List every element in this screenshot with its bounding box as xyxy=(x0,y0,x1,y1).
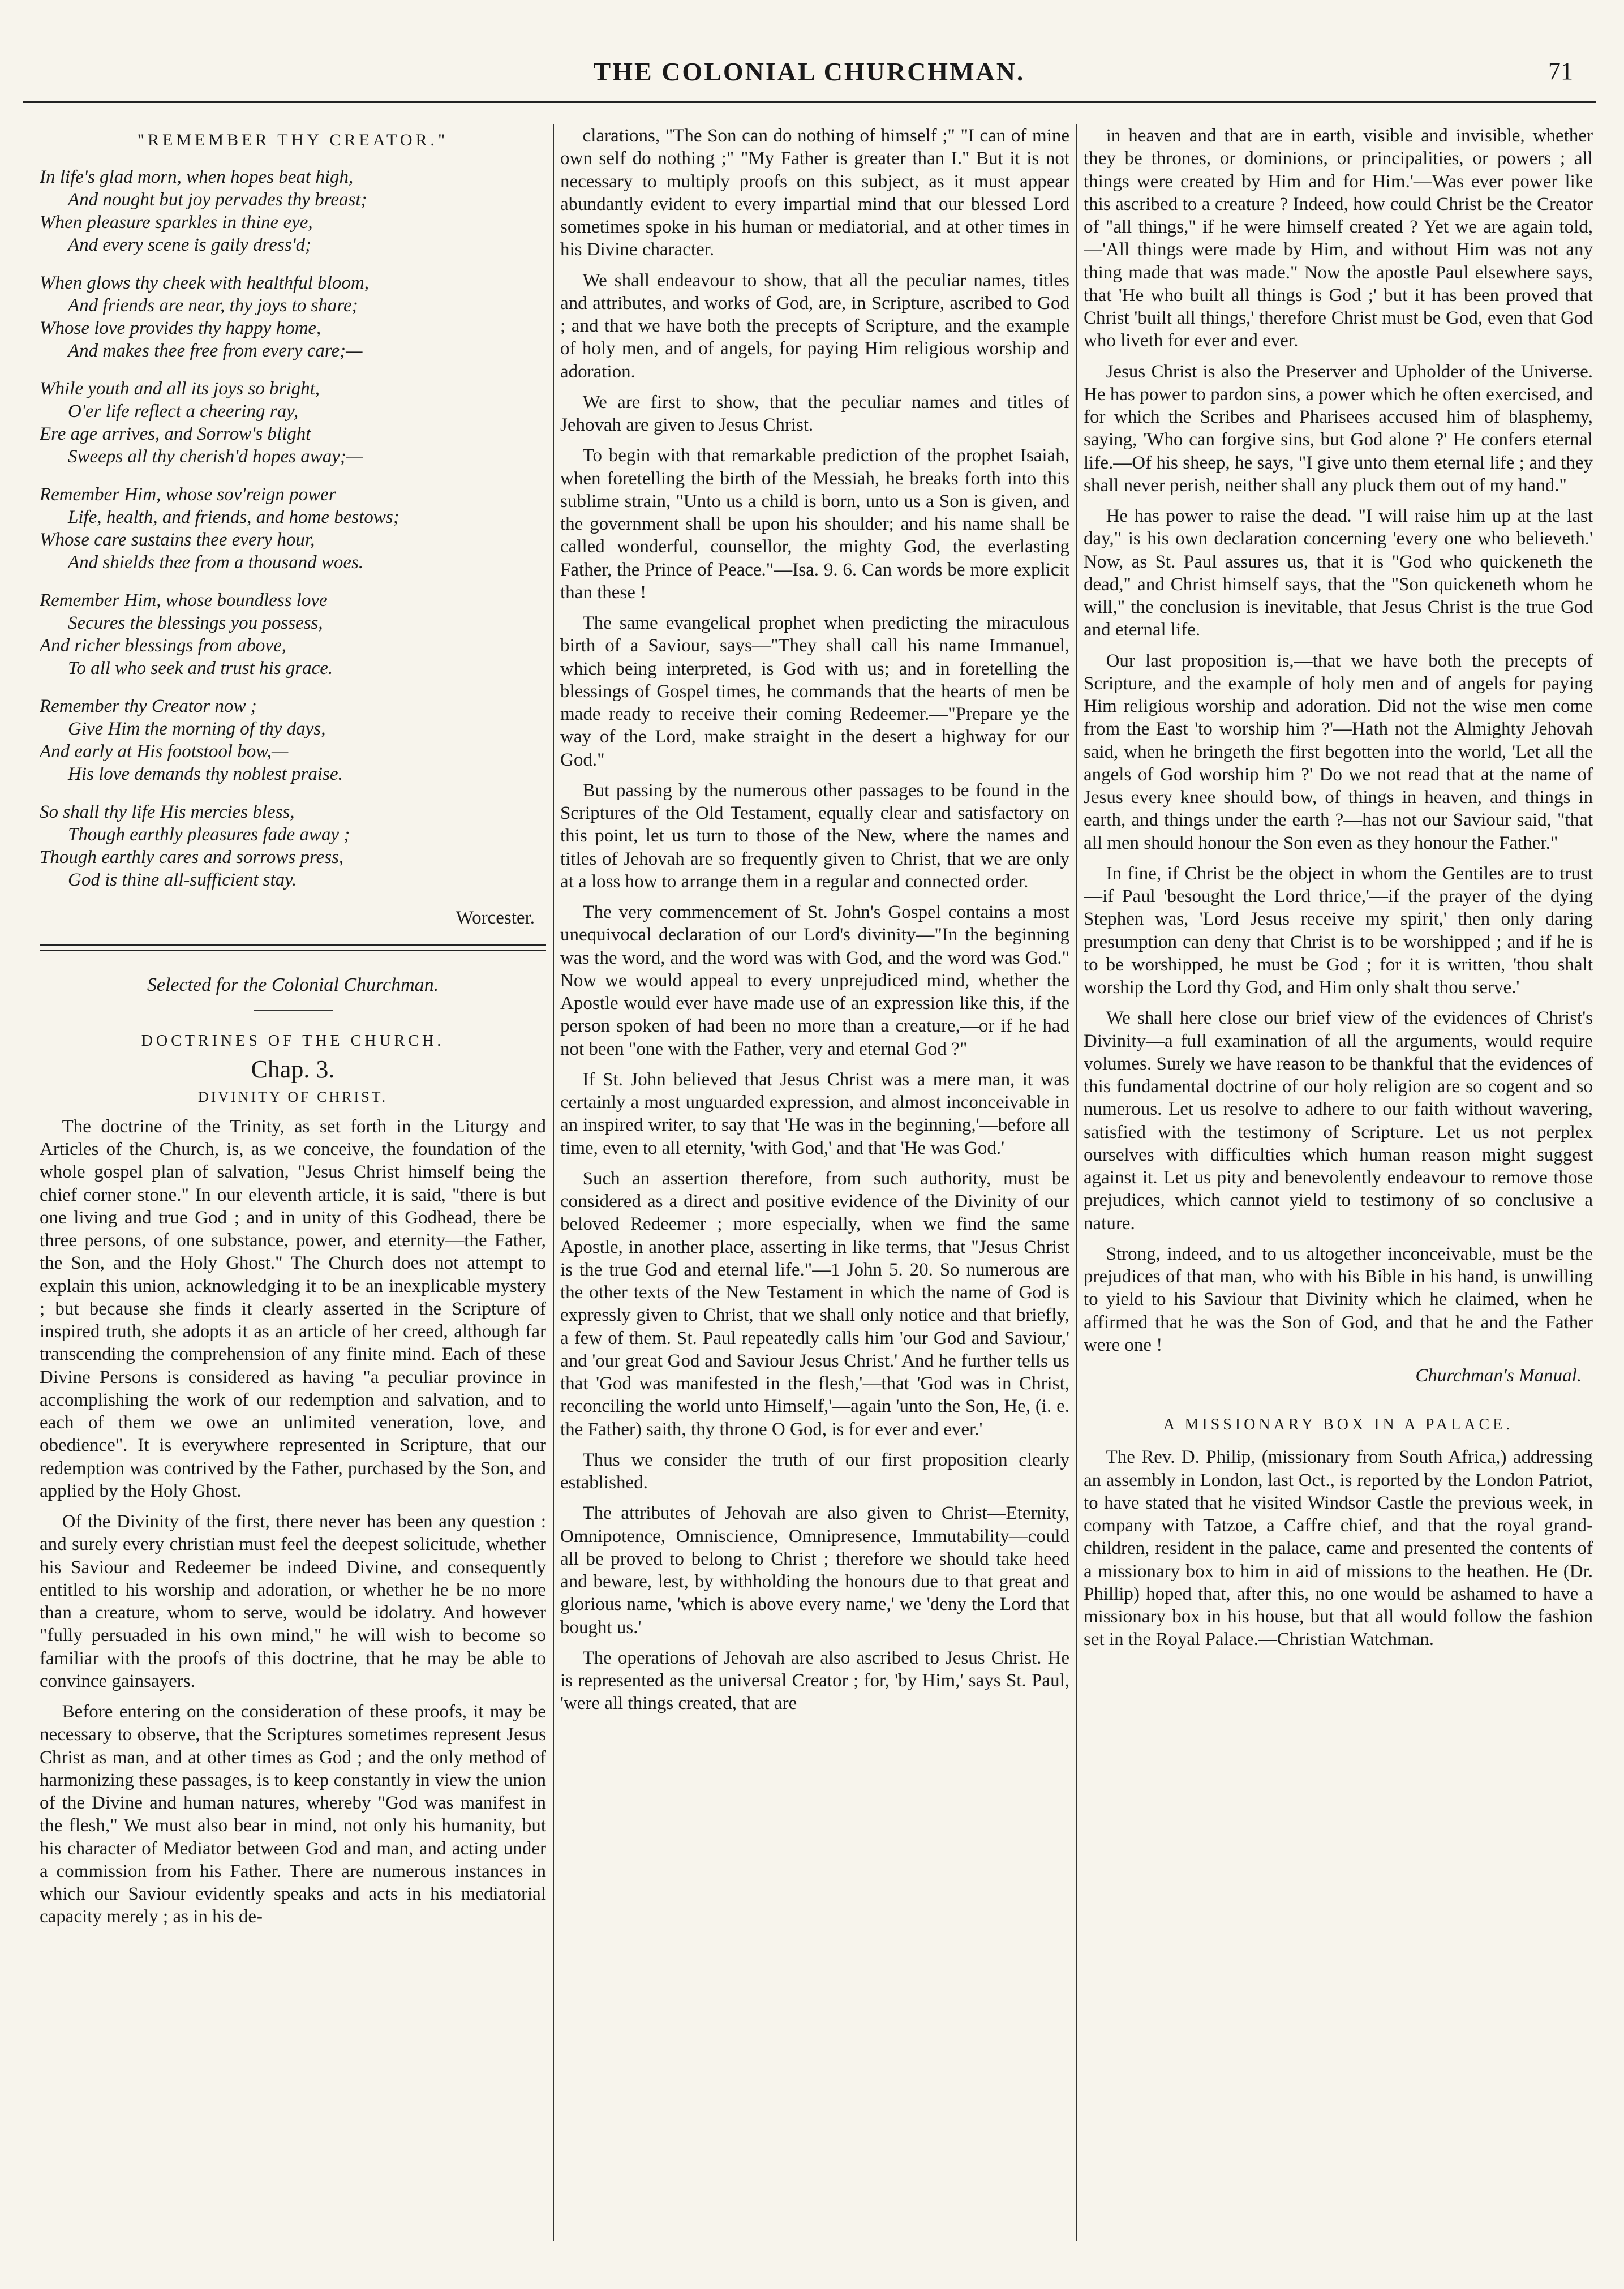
header-rule xyxy=(23,101,1596,103)
poem-title: "REMEMBER THY CREATOR." xyxy=(137,131,449,149)
poem-stanzas xyxy=(40,166,546,892)
column-2-body xyxy=(560,124,1069,1715)
column-1-body xyxy=(40,1115,546,1929)
article-paragraph: The same evangelical prophet when predicting the miraculous birth of a Saviour, says—"They shall call his name Immanuel, which being interpreted, is God with us; and in foretelling the blessings of Gospel times, he commands that the hearts of men be made ready to receive their coming Redeemer.—"Prepare ye the way of the Lord, make straight in the desert a highway for our God." xyxy=(560,613,1069,770)
poem-line: Remember thy Creator now ; xyxy=(40,695,257,716)
column-divider-1 xyxy=(553,124,554,2241)
poem-line: Ere age arrives, and Sorrow's blight xyxy=(40,424,311,445)
page-header xyxy=(23,57,1596,108)
article-paragraph: We are first to show, that the peculiar names and titles of Jehovah are given to Jesus Christ. xyxy=(560,392,1069,435)
article-paragraph: Jesus Christ is also the Preserver and Upholder of the Universe. He has power to pardon sins, a power which he often exercised, and for which the Scribes and Pharisees accused him of blasphemy, saying, 'Who can forgive sins, but God alone ?' He confers eternal life.—Of his sheep, he says, "I give unto them eternal life ; and they shall never perish, neither shall any pluck them out of my hand." xyxy=(1084,361,1593,496)
column-divider-2 xyxy=(1076,124,1077,2241)
poem-line: Secures the blessings you possess, xyxy=(68,612,323,633)
article-paragraph: The operations of Jehovah are also ascribed to Jesus Christ. He is represented as the universal Creator ; for, 'by Him,' says St. Paul, 'were all things created, that are xyxy=(560,1647,1069,1714)
missionary-paragraph: The Rev. D. Philip, (missionary from South Africa,) addressing an assembly in London, last Oct., is reported by the London Patriot, to have stated that he visited Windsor Castle the previous week, in company with Tatzoe, a Caffre chief, and that the royal grand-children, resident in the palace, came and presented the contents of a missionary box to him in aid of missions to the heathen. He (Dr. Phillip) hoped that, after this, no one would be ashamed to have a missionary box in his house, but that all would follow the fashion set in the Royal Palace.—Christian Watchman. xyxy=(1084,1447,1593,1650)
poem-line: To all who seek and trust his grace. xyxy=(68,658,333,679)
article-paragraph: Of the Divinity of the first, there never has been any question : and surely every christian must feel the deepest solicitude, whether his Saviour and Redeemer be indeed Divine, and consequently entitled to his worship and adoration, or whether he be no more than a creature, whom to serve, would be idolatry. And however "fully persuaded in his own mind," he will wish to become so familiar with the proofs of this doctrine, that he may be able to convince gainsayers. xyxy=(40,1511,546,1691)
poem-line: When glows thy cheek with healthful bloom, xyxy=(40,272,369,293)
column-3 xyxy=(1084,124,1593,2252)
poem-line: And friends are near, thy joys to share; xyxy=(68,295,358,316)
column-1 xyxy=(40,124,546,2252)
article-paragraph: To begin with that remarkable prediction of the prophet Isaiah, when foretelling the birth of the Messiah, he breaks forth into this sublime strain, "Unto us a child is born, unto us a Son is given, and the government shall be upon his shoulder; and his name shall be called wonderful, counsellor, the mighty God, the everlasting Father, the Prince of Peace."—Isa. 9. 6. Can words be more explicit than these ! xyxy=(560,445,1069,603)
poem-line: And shields thee from a thousand woes. xyxy=(68,552,364,573)
section-divider xyxy=(40,944,546,951)
poem-line: And every scene is gaily dress'd; xyxy=(68,235,312,256)
article-paragraph: clarations, "The Son can do nothing of himself ;" "I can of mine own self do nothing ;" "My Father is greater than I." But it is not necessary to multiply proofs on this subject, as it must appear abundantly evident to every impartial mind that our blessed Lord sometimes spoke in his human or mediatorial, and at other times in his Divine character. xyxy=(560,126,1069,260)
poem-line: And nought but joy pervades thy breast; xyxy=(68,189,367,210)
poem-line: God is thine all-sufficient stay. xyxy=(68,870,297,891)
section-heading: DOCTRINES OF THE CHURCH. xyxy=(141,1032,445,1050)
poem-line: So shall thy life His mercies bless, xyxy=(40,801,295,822)
article-paragraph: If St. John believed that Jesus Christ was a mere man, it was certainly a most unguarded expression, and almost inconceivable in an inspired writer, to say that 'He was in the beginning,'—before all time, even to all eternity, 'with God,' and that 'He was God.' xyxy=(560,1069,1069,1158)
article-paragraph: in heaven and that are in earth, visible and invisible, whether they be thrones, or dominions, or principalities, or powers ; all things were created by Him and for Him.'—Was ever power like this ascribed to a creature ? Indeed, how could Christ be the Creator of "all things," if he were himself created ? Yet we are again told,—'All things were made by Him, and without Him was not any thing made that was made." Now the apostle Paul elsewhere says, that 'He who built all things is God ;' but it has been proved that Christ 'built all things,' therefore Christ must be God, even that God who liveth for ever and ever. xyxy=(1084,126,1593,351)
poem-stanza xyxy=(40,377,546,469)
poem-stanza xyxy=(40,483,546,574)
newspaper-title: THE COLONIAL CHURCHMAN. xyxy=(593,57,1025,86)
poem-stanza xyxy=(40,589,546,680)
poem-stanza xyxy=(40,801,546,892)
poem-line: When pleasure sparkles in thine eye, xyxy=(40,212,313,233)
poem-line: Remember Him, whose sov'reign power xyxy=(40,484,336,505)
poem-line: Sweeps all thy cherish'd hopes away;— xyxy=(68,446,363,467)
poem-stanza xyxy=(40,695,546,786)
poem-line: His love demands thy noblest praise. xyxy=(68,764,343,785)
poem-line: Life, health, and friends, and home bestows; xyxy=(68,506,399,527)
article-credit: Churchman's Manual. xyxy=(1415,1365,1582,1386)
article-subtitle: DIVINITY OF CHRIST. xyxy=(197,1089,388,1106)
article-paragraph: He has power to raise the dead. "I will raise him up at the last day," is his own declaration concerning 'every one who believeth.' Now, as St. Paul assures us, that it is "God who quickeneth the dead," and Christ himself says, that the "Son quickeneth whom he will," the conclusion is inevitable, that Jesus Christ is the true God and eternal life. xyxy=(1084,506,1593,641)
selected-note: Selected for the Colonial Churchman. xyxy=(147,974,439,995)
chapter-heading: Chap. 3. xyxy=(251,1055,335,1084)
newspaper-page xyxy=(23,23,1596,2264)
article-paragraph: Our last proposition is,—that we have both the precepts of Scripture, and the example of holy men and of angels for paying Him religious worship and adoration. Did not the wise men come from the East 'to worship him ?'—Hath not the Almighty Jehovah said, when he bringeth the first begotten into the world, 'Let all the angels of God worship him ?' Do we not read that at the name of Jesus every knee should bow, of things in heaven, and things in earth, and things under the earth ?—has not our Saviour said, "that all men should honour the Son even as they honour the Father." xyxy=(1084,650,1593,853)
poem-author: Worcester. xyxy=(456,907,535,928)
poem-line: In life's glad morn, when hopes beat high, xyxy=(40,166,354,187)
poem-line: Though earthly pleasures fade away ; xyxy=(68,824,350,845)
poem-line: Whose love provides thy happy home, xyxy=(40,318,321,339)
article-paragraph: Strong, indeed, and to us altogether inconceivable, must be the prejudices of that man, who with his Bible in his hand, is unwilling to yield to his Saviour that Divinity which he claimed, when he affirmed that he was the Son of God, and that he and the Father were one ! xyxy=(1084,1243,1593,1355)
article-paragraph: Such an assertion therefore, from such authority, must be considered as a direct and positive evidence of the Divinity of our beloved Redeemer ; more especially, when we find the same Apostle, in another place, asserting in like terms, that "Jesus Christ is the true God and eternal life."—1 John 5. 20. So numerous are the other texts of the New Testament in which the name of God is expressly given to Christ, that we shall only notice and that briefly, a few of them. St. Paul repeatedly calls him 'our God and Saviour,' and 'our great God and Saviour Jesus Christ.' And he further tells us that 'God was manifested in the flesh,'—that 'God was in Christ, reconciling the world unto Himself,'—again 'unto the Son, He, (i. e. the Father) saith, thy throne O God, is for ever and ever.' xyxy=(560,1168,1069,1440)
poem-stanza xyxy=(40,166,546,257)
article-paragraph: In fine, if Christ be the object in whom the Gentiles are to trust—if Paul 'besought the Lord thrice,'—if the prayer of the dying Stephen was, 'Lord Jesus receive my spirit,' then only daring presumption can deny that Christ is to be worshipped ; and if he is to be worshipped, he must be God ; for it is written, 'thou shalt worship the Lord thy God, and Him only shalt thou serve.' xyxy=(1084,863,1593,998)
column-3-body xyxy=(1084,124,1593,1356)
poem-line: And makes thee free from every care;— xyxy=(68,341,363,362)
poem-line: While youth and all its joys so bright, xyxy=(40,378,320,399)
article-paragraph: We shall endeavour to show, that all the peculiar names, titles and attributes, and works of God, are, in Scripture, ascribed to God ; and that we have both the precepts of Scripture, and the example of holy men, and of angels, for paying Him religious worship and adoration. xyxy=(560,270,1069,382)
poem-line: O'er life reflect a cheering ray, xyxy=(68,401,299,422)
poem-line: Though earthly cares and sorrows press, xyxy=(40,847,344,868)
poem-stanza xyxy=(40,272,546,363)
article-paragraph: But passing by the numerous other passages to be found in the Scriptures of the Old Testament, equally clear and satisfactory on this point, let us turn to those of the New, where the names and titles of Jehovah are so frequently given to Christ, that we are only at a loss how to arrange them in a regular and connected order. xyxy=(560,780,1069,892)
page-number: 71 xyxy=(1548,57,1573,85)
poem-line: Whose care sustains thee every hour, xyxy=(40,530,315,551)
article-paragraph: The attributes of Jehovah are also given to Christ—Eternity, Omnipotence, Omniscience, Omnipresence, Immutability—could all be proved to belong to Christ ; therefore we should take heed and beware, lest, by withholding the honours due to that great and glorious name, 'which is above every name,' we 'deny the Lord that bought us.' xyxy=(560,1503,1069,1638)
poem-line: Give Him the morning of thy days, xyxy=(68,718,326,739)
missionary-heading: A MISSIONARY BOX IN A PALACE. xyxy=(1163,1416,1514,1434)
article-paragraph: Before entering on the consideration of these proofs, it may be necessary to observe, that the Scriptures sometimes represent Jesus Christ as man, and at other times as God ; and the only method of harmonizing these passages, is to keep constantly in view the union of the Divine and human natures, whereby "God was manifest in the flesh," We must also bear in mind, not only his humanity, but his character of Mediator between God and man, and acting under a commission from his Father. There are numerous instances in which our Saviour evidently speaks and acts in his mediatorial capacity merely ; as in his de- xyxy=(40,1702,546,1927)
column-2 xyxy=(560,124,1069,2252)
poem-line: And richer blessings from above, xyxy=(40,635,286,656)
article-paragraph: The doctrine of the Trinity, as set forth in the Liturgy and Articles of the Church, is, as we conceive, the foundation of the whole gospel plan of salvation, "Jesus Christ himself being the chief corner stone." In our eleventh article, it is said, "there is but one living and true God ; and in unity of this Godhead, there be three persons, of one substance, power, and eternity—the Father, the Son, and the Holy Ghost." The Church does not attempt to explain this union, acknowledging it to be an inexplicable mystery ; but because she finds it clearly asserted in the Scripture of inspired truth, she adopts it as an article of her creed, although far transcending the comprehension of any finite mind. Each of these Divine Persons is considered as having "a peculiar province in accomplishing the work of our redemption and salvation, and to each of them we owe an unlimited veneration, love, and obedience". It is everywhere represented in Scripture, that our redemption was contrived by the Father, purchased by the Son, and applied by the Holy Ghost. xyxy=(40,1116,546,1501)
article-paragraph: The very commencement of St. John's Gospel contains a most unequivocal declaration of our Lord's divinity—"In the beginning was the word, and the word was with God, and the word was God." Now we would appeal to every unprejudiced mind, whether the Apostle would ever have made use of an expression like this, if the person spoken of had been no more than a creature,—or if he had not been "one with the Father, very and eternal God ?" xyxy=(560,902,1069,1059)
poem-line: And early at His footstool bow,— xyxy=(40,741,289,762)
article-paragraph: We shall here close our brief view of the evidences of Christ's Divinity—a full examination of all the arguments, would require volumes. Surely we have reason to be thankful that the evidences of this fundamental doctrine of our holy religion are so cogent and so numerous. Let us resolve to adhere to our faith without wavering, satisfied with the testimony of Scripture. Let us not perplex ourselves with difficulties which human reason might suggest against it. Let us pity and benevolently endeavour to remove those prejudices, which cannot yield to testimony of so conclusive a nature. xyxy=(1084,1008,1593,1234)
short-divider xyxy=(254,1010,333,1011)
poem-line: Remember Him, whose boundless love xyxy=(40,590,328,611)
article-paragraph: Thus we consider the truth of our first proposition clearly established. xyxy=(560,1449,1069,1493)
